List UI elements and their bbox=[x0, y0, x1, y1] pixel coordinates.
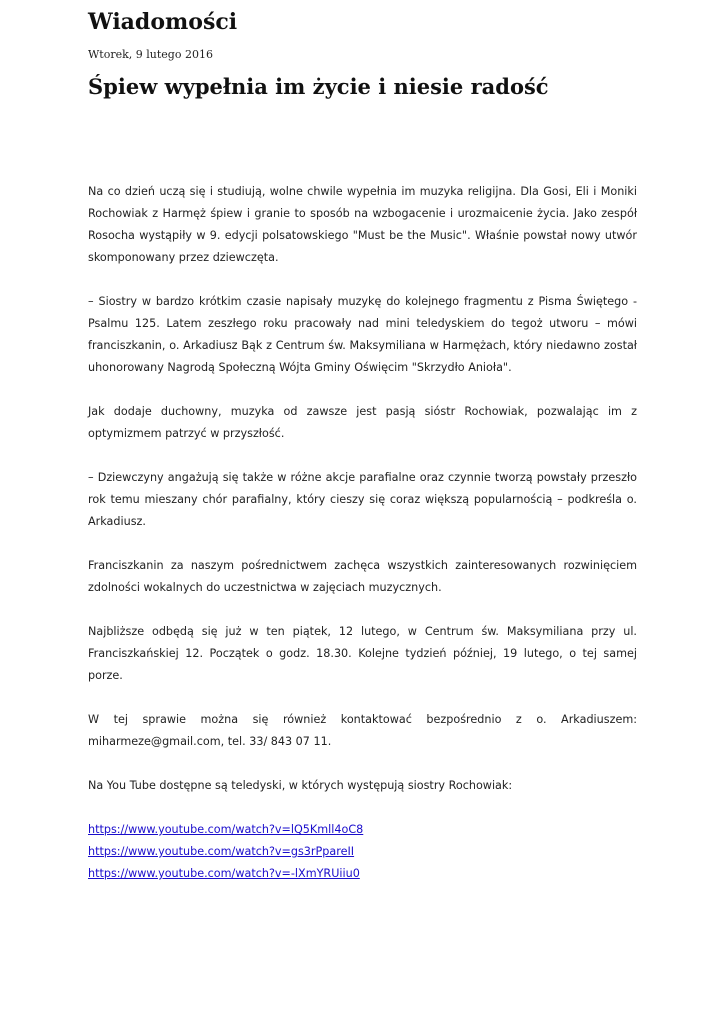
youtube-link-3[interactable]: https://www.youtube.com/watch?v=-lXmYRUiiu0 bbox=[88, 867, 360, 880]
youtube-link-1[interactable]: https://www.youtube.com/watch?v=lQ5Kmll4oC8 bbox=[88, 823, 364, 836]
youtube-link-2[interactable]: https://www.youtube.com/watch?v=gs3rPpareII bbox=[88, 845, 355, 858]
article-paragraph: Na co dzień uczą się i studiują, wolne chwile wypełnia im muzyka religijna. Dla Gosi, Eli i Moniki Rochowiak z Harmęż śpiew i granie to sposób na wzbogacenie i urozmaicenie życia. Jako zespół Rosocha wystąpiły w 9. edycji polsatowskiego "Must be the Music". Właśnie powstał nowy utwór skomponowany przez dziewczęta. bbox=[88, 185, 637, 264]
article-paragraph: – Siostry w bardzo krótkim czasie napisały muzykę do kolejnego fragmentu z Pisma Świętego - Psalmu 125. Latem zeszłego roku pracowały nad mini teledyskiem do tegoż utworu – mówi franciszkanin, o. Arkadiusz Bąk z Centrum św. Maksymiliana w Harmężach, który niedawno został uhonorowany Nagrodą Społeczną Wójta Gminy Oświęcim "Skrzydło Anioła". bbox=[88, 295, 637, 374]
article-paragraph: – Dziewczyny angażują się także w różne akcje parafialne oraz czynnie tworzą powstały przeszło rok temu mieszany chór parafialny, który cieszy się coraz większą popularnością – podkreśla o. Arkadiusz. bbox=[88, 471, 637, 528]
article-paragraph: Na You Tube dostępne są teledyski, w których występują siostry Rochowiak: bbox=[88, 779, 513, 792]
section-title: Wiadomości bbox=[88, 9, 238, 35]
article-paragraph: W tej sprawie można się również kontaktować bezpośrednio z o. Arkadiuszem: miharmeze@gmail.com, tel. 33/ 843 07 11. bbox=[88, 713, 637, 748]
article-paragraph: Najbliższe odbędą się już w ten piątek, 12 lutego, w Centrum św. Maksymiliana przy ul. Franciszkańskiej 12. Początek o godz. 18.30. Kolejne tydzień później, 19 lutego, o tej samej porze. bbox=[88, 625, 637, 682]
article-body bbox=[88, 181, 637, 885]
video-links-list bbox=[88, 819, 637, 885]
article-paragraph: Franciszkanin za naszym pośrednictwem zachęca wszystkich zainteresowanych rozwinięciem zdolności wokalnych do uczestnictwa w zajęciach muzycznych. bbox=[88, 559, 637, 594]
article-paragraph: Jak dodaje duchowny, muzyka od zawsze jest pasją sióstr Rochowiak, pozwalając im z optymizmem patrzyć w przyszłość. bbox=[88, 405, 637, 440]
article-headline: Śpiew wypełnia im życie i niesie radość bbox=[88, 74, 549, 99]
publication-date: Wtorek, 9 lutego 2016 bbox=[88, 48, 213, 61]
